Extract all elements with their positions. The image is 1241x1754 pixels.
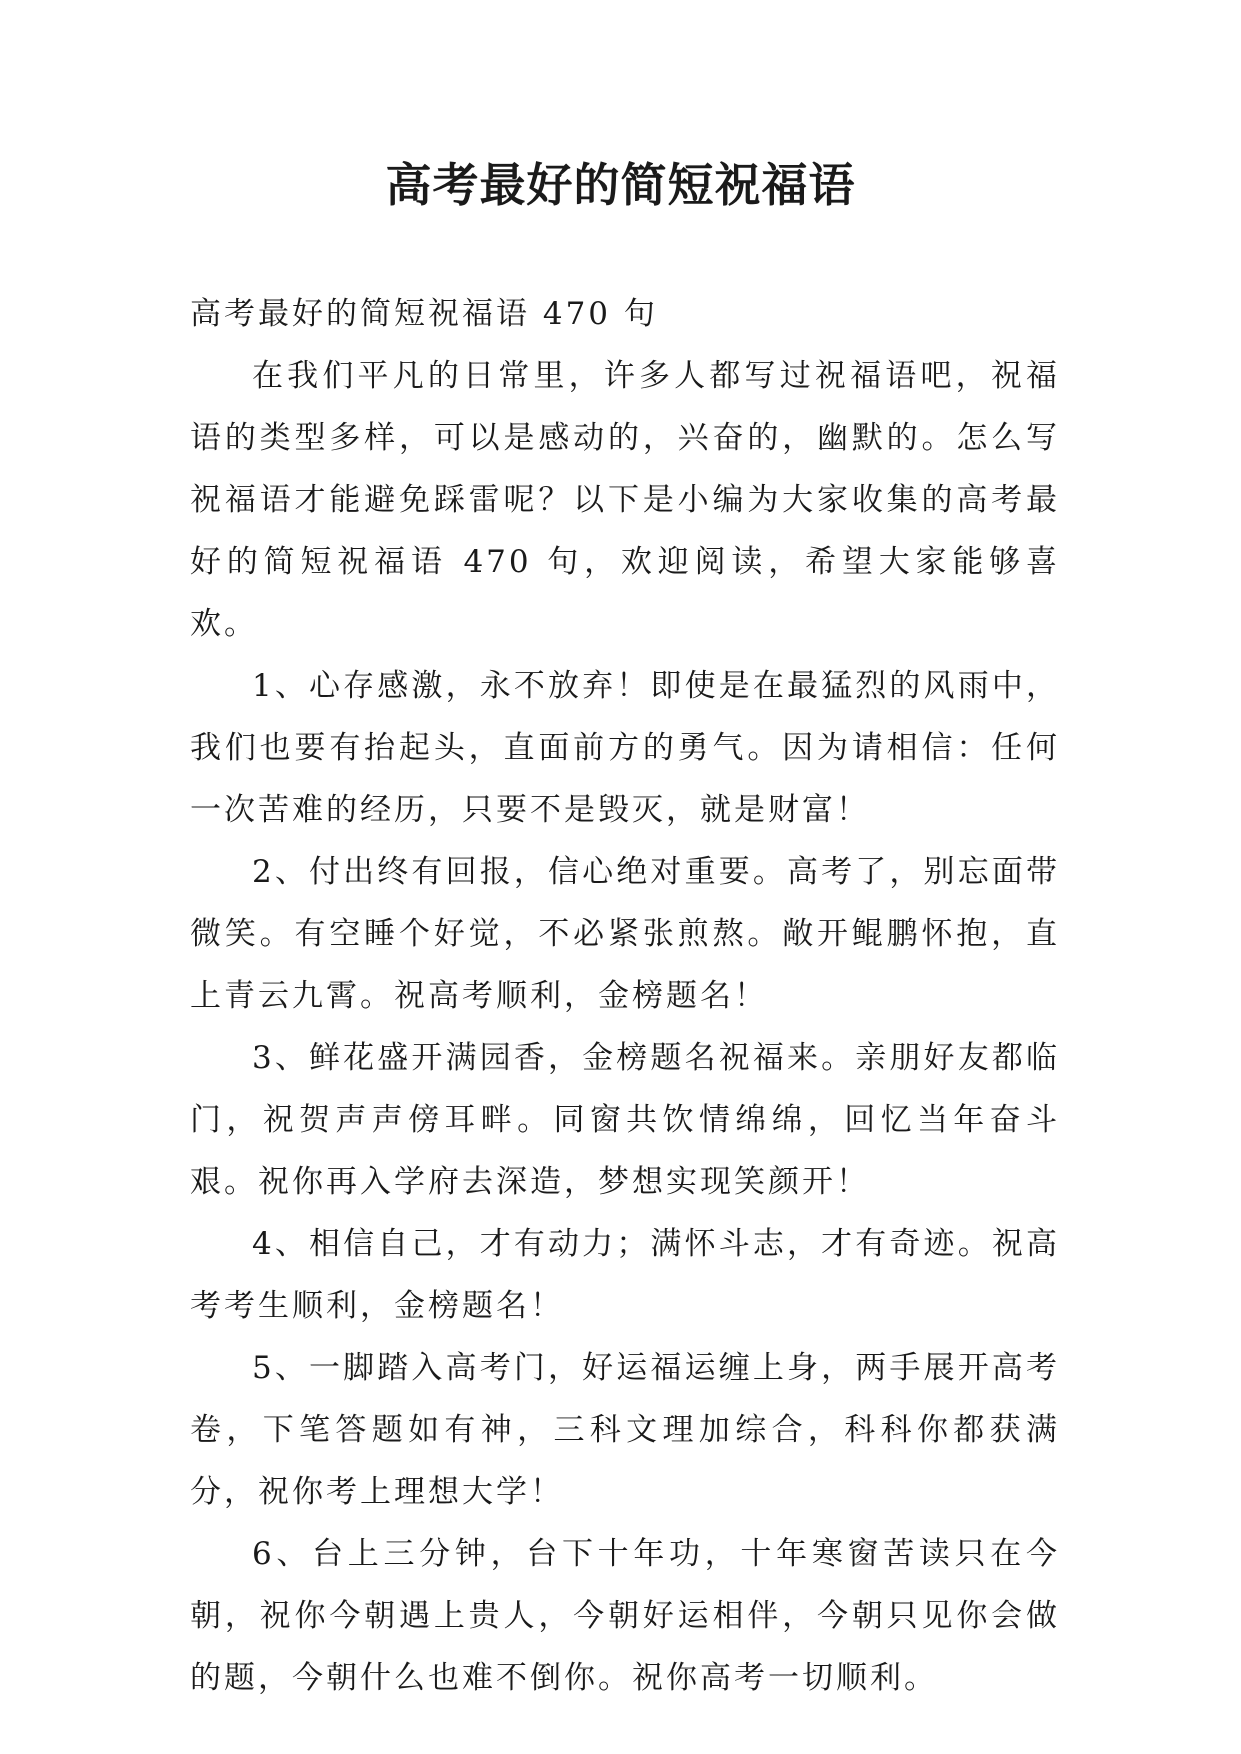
blessing-paragraph-2: 2、付出终有回报，信心绝对重要。高考了，别忘面带微笑。有空睡个好觉，不必紧张煎熬。敞开鲲鹏怀抱，直上青云九霄。祝高考顺利，金榜题名！ [190,854,1060,1014]
document-body [190,283,1060,1709]
blessing-paragraph-3: 3、鲜花盛开满园香，金榜题名祝福来。亲朋好友都临门，祝贺声声傍耳畔。同窗共饮情绵绵，回忆当年奋斗艰。祝你再入学府去深造，梦想实现笑颜开！ [190,1040,1060,1200]
document-subtitle: 高考最好的简短祝福语 470 句 [190,296,658,332]
blessing-paragraph-1: 1、心存感激，永不放弃！即使是在最猛烈的风雨中，我们也要有抬起头，直面前方的勇气。因为请相信：任何一次苦难的经历，只要不是毁灭，就是财富！ [190,668,1060,828]
intro-paragraph: 在我们平凡的日常里，许多人都写过祝福语吧，祝福语的类型多样，可以是感动的，兴奋的，幽默的。怎么写祝福语才能避免踩雷呢？以下是小编为大家收集的高考最好的简短祝福语 470 句，欢迎阅读，希望大家能够喜欢。 [190,358,1060,642]
blessing-paragraph-6: 6、台上三分钟，台下十年功，十年寒窗苦读只在今朝，祝你今朝遇上贵人，今朝好运相伴，今朝只见你会做的题，今朝什么也难不倒你。祝你高考一切顺利。 [190,1536,1060,1696]
document-title: 高考最好的简短祝福语 [385,158,856,212]
blessing-paragraph-4: 4、相信自己，才有动力；满怀斗志，才有奇迹。祝高考考生顺利，金榜题名！ [190,1226,1060,1324]
blessing-paragraph-5: 5、一脚踏入高考门，好运福运缠上身，两手展开高考卷，下笔答题如有神，三科文理加综合，科科你都获满分，祝你考上理想大学！ [190,1350,1060,1510]
